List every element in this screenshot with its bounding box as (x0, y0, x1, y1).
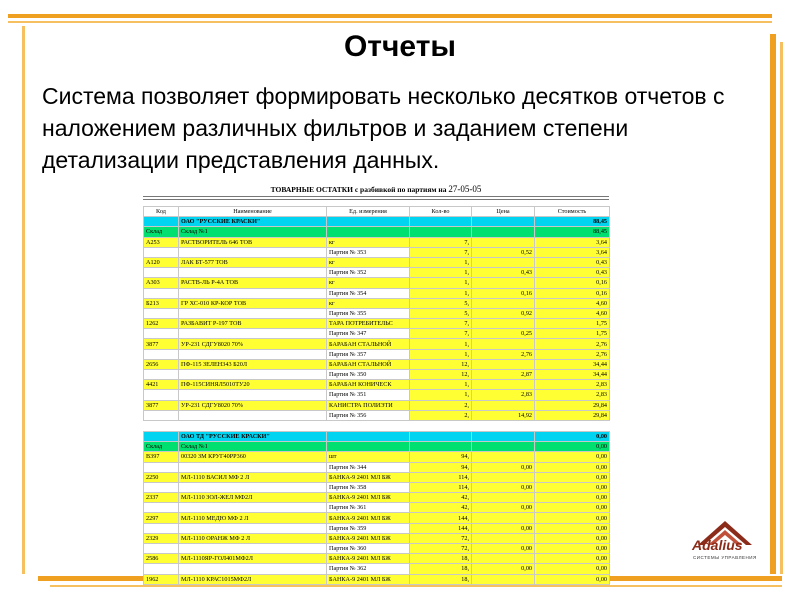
report-row-item (144, 237, 610, 247)
cell-name (179, 308, 327, 318)
cell-code (144, 217, 179, 227)
cell-cost: 0,00 (535, 431, 610, 441)
report-row-item (144, 452, 610, 462)
cell-cost: 0,00 (535, 472, 610, 482)
cell-code (144, 410, 179, 420)
cell-cost: 4,60 (535, 308, 610, 318)
cell-name: МЛ-1110ЯР-ГОЛ401МФ2Л (179, 554, 327, 564)
cell-price (472, 554, 535, 564)
report-row-org (144, 431, 610, 441)
cell-cost: 0,00 (535, 513, 610, 523)
cell-price (472, 574, 535, 584)
cell-qty: 1, (410, 257, 472, 267)
cell-price (472, 400, 535, 410)
cell-cost: 0,00 (535, 533, 610, 543)
cell-name (179, 544, 327, 554)
cell-qty: 18, (410, 574, 472, 584)
cell-cost: 4,60 (535, 298, 610, 308)
cell-qty: 1, (410, 268, 472, 278)
cell-cost: 0,00 (535, 452, 610, 462)
cell-name (179, 503, 327, 513)
cell-cost: 2,76 (535, 349, 610, 359)
cell-qty: 1, (410, 288, 472, 298)
cell-qty: 94, (410, 452, 472, 462)
cell-code: 1262 (144, 319, 179, 329)
cell-price (472, 359, 535, 369)
cell-name: РАСТВОРИТЕЛЬ 646 ТОВ (179, 237, 327, 247)
cell-cost (535, 420, 610, 431)
cell-code: B397 (144, 452, 179, 462)
frame-right-line (780, 42, 783, 574)
report-row-item (144, 298, 610, 308)
cell-price: 0,00 (472, 523, 535, 533)
cell-code: A303 (144, 278, 179, 288)
cell-cost: 0,00 (535, 503, 610, 513)
cell-code: 2337 (144, 493, 179, 503)
cell-name: ГР ХС-010 КР-КОР ТОВ (179, 298, 327, 308)
cell-code (144, 564, 179, 574)
cell-price (472, 217, 535, 227)
cell-code (144, 523, 179, 533)
cell-price (472, 442, 535, 452)
cell-qty: 12, (410, 359, 472, 369)
cell-price (472, 257, 535, 267)
report-row-part (144, 544, 610, 554)
cell-price (472, 237, 535, 247)
report-row-item (144, 257, 610, 267)
cell-price: 14,92 (472, 410, 535, 420)
cell-code: 2586 (144, 554, 179, 564)
report-row-part (144, 349, 610, 359)
cell-cost: 1,75 (535, 329, 610, 339)
cell-unit: Партия № 344 (327, 462, 410, 472)
cell-qty: 1, (410, 278, 472, 288)
cell-code: 3877 (144, 339, 179, 349)
cell-name: МЛ-1110 ОРАНЖ МФ 2 Л (179, 533, 327, 543)
cell-cost: 0,00 (535, 462, 610, 472)
cell-code (144, 329, 179, 339)
cell-qty: 7, (410, 329, 472, 339)
report-row-item (144, 359, 610, 369)
cell-cost: 0,00 (535, 564, 610, 574)
cell-unit: Партия № 357 (327, 349, 410, 359)
cell-unit: Партия № 355 (327, 308, 410, 318)
report-header-row (144, 207, 610, 217)
cell-qty: 114, (410, 482, 472, 492)
cell-name (179, 564, 327, 574)
cell-cost: 0,16 (535, 278, 610, 288)
frame-bottom-line (50, 585, 782, 587)
cell-name (179, 410, 327, 420)
report-row-grp (144, 442, 610, 452)
cell-unit: Партия № 356 (327, 410, 410, 420)
cell-price: 0,00 (472, 564, 535, 574)
cell-code (144, 462, 179, 472)
report-row-part (144, 410, 610, 420)
cell-cost: 3,64 (535, 247, 610, 257)
report-row-part (144, 503, 610, 513)
cell-cost: 29,84 (535, 400, 610, 410)
report-body (144, 217, 610, 585)
cell-cost: 0,43 (535, 268, 610, 278)
cell-name (179, 247, 327, 257)
cell-code: A120 (144, 257, 179, 267)
cell-qty: 7, (410, 319, 472, 329)
cell-price: 0,43 (472, 268, 535, 278)
cell-unit (327, 217, 410, 227)
cell-name (179, 482, 327, 492)
cell-cost: 0,00 (535, 523, 610, 533)
report-row-part (144, 247, 610, 257)
cell-qty: 18, (410, 554, 472, 564)
frame-top-bar (8, 14, 772, 18)
cell-unit: БАРАБАН СТАЛЬНОЙ (327, 339, 410, 349)
cell-unit (327, 227, 410, 237)
cell-unit (327, 442, 410, 452)
report-row-part (144, 462, 610, 472)
cell-name: МЛ-1110 ЗОЛ-ЖЕЛ МФ2Л (179, 493, 327, 503)
cell-unit: шт (327, 452, 410, 462)
cell-price (472, 452, 535, 462)
cell-name (179, 523, 327, 533)
cell-cost: 1,75 (535, 319, 610, 329)
cell-unit: Партия № 347 (327, 329, 410, 339)
cell-code (144, 308, 179, 318)
report-row-org (144, 217, 610, 227)
report-title-text: ТОВАРНЫЕ ОСТАТКИ с разбивкой по партиям на (270, 185, 447, 194)
report-row-grp (144, 227, 610, 237)
cell-code (144, 247, 179, 257)
cell-price (472, 298, 535, 308)
cell-price: 0,00 (472, 482, 535, 492)
cell-qty: 2, (410, 410, 472, 420)
cell-price (472, 493, 535, 503)
cell-qty: 5, (410, 308, 472, 318)
report-row-item (144, 278, 610, 288)
column-header-price: Цена (472, 207, 535, 217)
cell-unit: БАНКА-9 2401 МЛ БЖ (327, 554, 410, 564)
cell-qty: 7, (410, 247, 472, 257)
cell-cost: 0,43 (535, 257, 610, 267)
cell-price: 0,52 (472, 247, 535, 257)
cell-code: 2329 (144, 533, 179, 543)
cell-cost: 2,83 (535, 380, 610, 390)
cell-code: Склад (144, 227, 179, 237)
cell-unit: БАНКА-9 2401 МЛ БЖ (327, 472, 410, 482)
cell-qty: 5, (410, 298, 472, 308)
cell-qty (410, 442, 472, 452)
cell-name: ЛАК БТ-577 ТОВ (179, 257, 327, 267)
cell-code: 2297 (144, 513, 179, 523)
cell-price: 0,00 (472, 462, 535, 472)
column-header-qty: Кол-во (410, 207, 472, 217)
cell-code (144, 503, 179, 513)
report-preview (143, 180, 609, 583)
cell-name: РАСТВ-ЛЬ Р-4А ТОВ (179, 278, 327, 288)
cell-qty: 1, (410, 349, 472, 359)
report-row-part (144, 390, 610, 400)
slide-title: Отчеты (343, 30, 457, 63)
cell-cost: 34,44 (535, 359, 610, 369)
report-row-sp (144, 420, 610, 431)
cell-qty: 18, (410, 564, 472, 574)
cell-code (144, 370, 179, 380)
cell-code: Б213 (144, 298, 179, 308)
cell-unit: Партия № 353 (327, 247, 410, 257)
report-row-item (144, 533, 610, 543)
cell-price (472, 380, 535, 390)
report-row-item (144, 400, 610, 410)
report-row-part (144, 523, 610, 533)
cell-cost: 0,00 (535, 442, 610, 452)
cell-code (144, 268, 179, 278)
cell-cost: 0,00 (535, 544, 610, 554)
column-header-unit: Ед. измерения (327, 207, 410, 217)
cell-cost: 0,16 (535, 288, 610, 298)
cell-qty (410, 431, 472, 441)
cell-unit: кг (327, 278, 410, 288)
cell-qty: 2, (410, 400, 472, 410)
cell-qty: 7, (410, 237, 472, 247)
cell-name: ОАО ТД "РУССКИЕ КРАСКИ" (179, 431, 327, 441)
report-rule-top (143, 196, 609, 197)
cell-code (144, 349, 179, 359)
cell-unit: БАНКА-9 2401 МЛ БЖ (327, 533, 410, 543)
cell-qty (410, 420, 472, 431)
cell-unit: кг (327, 298, 410, 308)
cell-qty: 94, (410, 462, 472, 472)
cell-name (179, 390, 327, 400)
report-row-item (144, 380, 610, 390)
cell-unit: Партия № 354 (327, 288, 410, 298)
report-row-item (144, 574, 610, 584)
cell-code (144, 420, 179, 431)
cell-price (472, 533, 535, 543)
cell-name (179, 420, 327, 431)
report-row-item (144, 339, 610, 349)
cell-unit: ТАРА ПОТРЕБИТЕЛЬС (327, 319, 410, 329)
cell-qty: 1, (410, 339, 472, 349)
cell-cost: 0,00 (535, 554, 610, 564)
frame-right-bar (770, 34, 776, 574)
cell-name: ОАО "РУССКИЕ КРАСКИ" (179, 217, 327, 227)
report-row-part (144, 370, 610, 380)
cell-qty: 42, (410, 493, 472, 503)
cell-code (144, 482, 179, 492)
column-header-cost: Стоимость (535, 207, 610, 217)
cell-name: Склад №1 (179, 442, 327, 452)
cell-unit: Партия № 358 (327, 482, 410, 492)
cell-unit: БАНКА-9 2401 МЛ БЖ (327, 493, 410, 503)
cell-cost: 0,00 (535, 493, 610, 503)
cell-code: 1962 (144, 574, 179, 584)
cell-unit: БАРАБАН СТАЛЬНОЙ (327, 359, 410, 369)
cell-name: РАЗБАВИТ Р-197 ТОВ (179, 319, 327, 329)
report-row-item (144, 493, 610, 503)
cell-unit: Партия № 360 (327, 544, 410, 554)
report-row-part (144, 268, 610, 278)
cell-unit: Партия № 352 (327, 268, 410, 278)
cell-price (472, 339, 535, 349)
cell-cost: 0,00 (535, 482, 610, 492)
cell-unit: Партия № 350 (327, 370, 410, 380)
cell-qty: 114, (410, 472, 472, 482)
cell-unit: Партия № 351 (327, 390, 410, 400)
cell-unit: кг (327, 257, 410, 267)
cell-price: 0,92 (472, 308, 535, 318)
cell-qty: 144, (410, 523, 472, 533)
cell-name: УР-231 СДГУ8020 70% (179, 339, 327, 349)
frame-top-line (8, 21, 772, 23)
cell-qty: 72, (410, 544, 472, 554)
cell-qty: 1, (410, 390, 472, 400)
cell-qty: 12, (410, 370, 472, 380)
cell-price: 2,87 (472, 370, 535, 380)
cell-qty: 72, (410, 533, 472, 543)
column-header-name: Наименование (179, 207, 327, 217)
cell-name: УР-231 СДГУ8020 70% (179, 400, 327, 410)
cell-name: ПФ-115 ЗЕЛЕН343 Б20Л (179, 359, 327, 369)
cell-cost: 88,45 (535, 227, 610, 237)
report-row-item (144, 513, 610, 523)
cell-name (179, 462, 327, 472)
cell-price (472, 431, 535, 441)
report-row-part (144, 329, 610, 339)
cell-unit: БАНКА-9 2401 МЛ БЖ (327, 574, 410, 584)
cell-price: 0,00 (472, 503, 535, 513)
cell-name: МЛ-1110 ВАСИЛ МФ 2 Л (179, 472, 327, 482)
cell-cost: 2,83 (535, 390, 610, 400)
cell-price (472, 278, 535, 288)
cell-qty: 42, (410, 503, 472, 513)
cell-price (472, 513, 535, 523)
logo-wordmark: Adalius (692, 537, 743, 553)
cell-unit: кг (327, 237, 410, 247)
cell-name: МЛ-1110 МЕДЮ МФ 2 Л (179, 513, 327, 523)
cell-name: Склад №1 (179, 227, 327, 237)
cell-name (179, 268, 327, 278)
cell-name (179, 288, 327, 298)
frame-left-line (22, 26, 25, 574)
cell-code (144, 431, 179, 441)
cell-qty (410, 217, 472, 227)
cell-price (472, 472, 535, 482)
cell-qty: 144, (410, 513, 472, 523)
cell-name: МЛ-1110 КРАС1015МФ2Л (179, 574, 327, 584)
cell-price: 2,76 (472, 349, 535, 359)
cell-name: ПФ-115СИНЯЛ5010ТУ20 (179, 380, 327, 390)
report-row-part (144, 564, 610, 574)
cell-cost: 34,44 (535, 370, 610, 380)
cell-code: 2656 (144, 359, 179, 369)
cell-price: 0,16 (472, 288, 535, 298)
report-row-item (144, 554, 610, 564)
report-table (143, 206, 610, 585)
cell-cost: 88,45 (535, 217, 610, 227)
cell-qty (410, 227, 472, 237)
cell-price: 2,83 (472, 390, 535, 400)
report-row-item (144, 472, 610, 482)
cell-cost: 2,76 (535, 339, 610, 349)
cell-name (179, 370, 327, 380)
report-row-part (144, 482, 610, 492)
cell-unit: Партия № 361 (327, 503, 410, 513)
cell-code: 4421 (144, 380, 179, 390)
cell-code: Склад (144, 442, 179, 452)
cell-code (144, 544, 179, 554)
cell-code: 2250 (144, 472, 179, 482)
cell-price (472, 227, 535, 237)
cell-cost: 29,84 (535, 410, 610, 420)
report-title (143, 184, 609, 194)
cell-name (179, 349, 327, 359)
cell-unit (327, 420, 410, 431)
cell-name (179, 329, 327, 339)
cell-unit: Партия № 362 (327, 564, 410, 574)
cell-price: 0,25 (472, 329, 535, 339)
cell-code (144, 390, 179, 400)
column-header-code: Код (144, 207, 179, 217)
report-row-part (144, 288, 610, 298)
cell-name: 00320 ЗМ КРУГ40РР360 (179, 452, 327, 462)
report-row-item (144, 319, 610, 329)
report-date: 27-05-05 (448, 184, 482, 194)
cell-price (472, 319, 535, 329)
cell-cost: 3,64 (535, 237, 610, 247)
logo-subtitle: СИСТЕМЫ УПРАВЛЕНИЯ (693, 555, 757, 560)
report-row-part (144, 308, 610, 318)
cell-unit (327, 431, 410, 441)
cell-code (144, 288, 179, 298)
cell-unit: КАНИСТРА ПОЛИЭТИ (327, 400, 410, 410)
cell-unit: БАНКА-9 2401 МЛ БЖ (327, 513, 410, 523)
report-rule-top2 (143, 199, 609, 200)
cell-price: 0,00 (472, 544, 535, 554)
cell-cost: 0,00 (535, 574, 610, 584)
cell-unit: БАРАБАН КОНИЧЕСК (327, 380, 410, 390)
cell-qty: 1, (410, 380, 472, 390)
cell-price (472, 420, 535, 431)
slide-intro-text: Система позволяет формировать несколько десятков отчетов с наложением различных фильтров и заданием степени детализации представления данных. (42, 83, 725, 173)
cell-code: 3877 (144, 400, 179, 410)
cell-unit: Партия № 359 (327, 523, 410, 533)
cell-code: A253 (144, 237, 179, 247)
